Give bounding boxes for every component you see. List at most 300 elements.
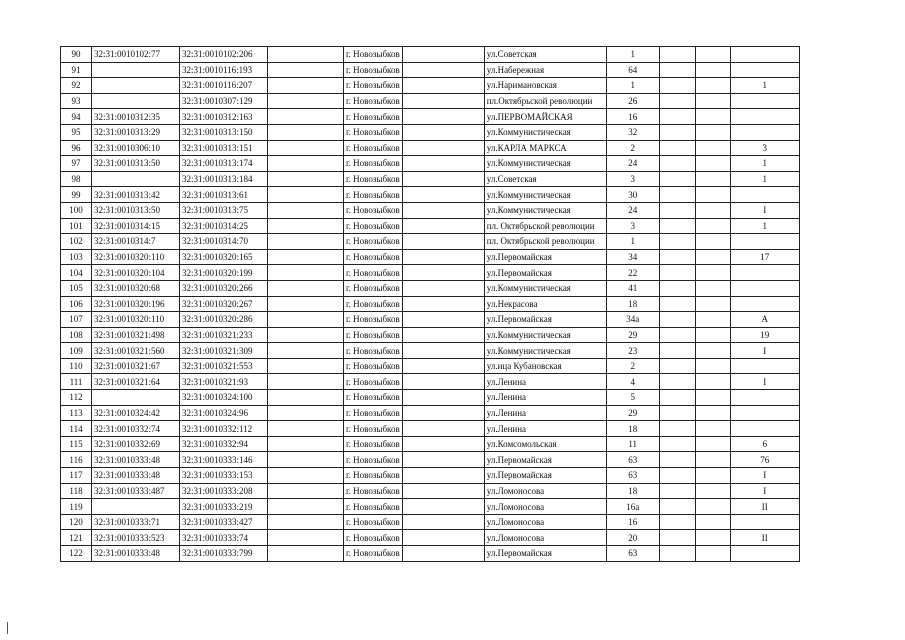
blank-cell xyxy=(268,296,344,312)
city-cell: г. Новозыбков xyxy=(344,514,403,530)
blank-cell xyxy=(268,390,344,406)
street-cell: ул.Коммунистическая xyxy=(484,187,606,203)
city-cell: г. Новозыбков xyxy=(344,62,403,78)
street-cell: ул.Некрасова xyxy=(484,296,606,312)
blank-cell xyxy=(659,156,695,172)
blank-cell xyxy=(695,234,730,250)
row-number-cell: 119 xyxy=(61,499,92,515)
blank-cell xyxy=(402,327,484,343)
blank-cell xyxy=(659,483,695,499)
apartment-cell: I xyxy=(730,374,799,390)
street-cell: ул.Ленина xyxy=(484,405,606,421)
blank-cell xyxy=(659,452,695,468)
blank-cell xyxy=(268,468,344,484)
blank-cell xyxy=(695,47,730,63)
land-cadastral-number-cell: 32:31:0010313:29 xyxy=(92,124,180,140)
blank-cell xyxy=(659,187,695,203)
table-row xyxy=(61,234,800,250)
house-number-cell: 1 xyxy=(606,234,659,250)
house-number-cell: 63 xyxy=(606,468,659,484)
blank-cell xyxy=(659,124,695,140)
blank-cell xyxy=(659,327,695,343)
table-row xyxy=(61,218,800,234)
object-cadastral-number-cell: 32:31:0010320:266 xyxy=(180,280,268,296)
table-row xyxy=(61,499,800,515)
apartment-cell: I xyxy=(730,468,799,484)
object-cadastral-number-cell: 32:31:0010333:799 xyxy=(180,546,268,562)
table-row xyxy=(61,296,800,312)
land-cadastral-number-cell xyxy=(92,78,180,94)
object-cadastral-number-cell: 32:31:0010313:75 xyxy=(180,202,268,218)
apartment-cell xyxy=(730,421,799,437)
land-cadastral-number-cell xyxy=(92,499,180,515)
property-register-table xyxy=(60,46,800,562)
blank-cell xyxy=(659,514,695,530)
apartment-cell xyxy=(730,358,799,374)
blank-cell xyxy=(659,93,695,109)
land-cadastral-number-cell: 32:31:0010320:110 xyxy=(92,249,180,265)
city-cell: г. Новозыбков xyxy=(344,156,403,172)
object-cadastral-number-cell: 32:31:0010314:70 xyxy=(180,234,268,250)
row-number-cell: 95 xyxy=(61,124,92,140)
row-number-cell: 118 xyxy=(61,483,92,499)
apartment-cell: I xyxy=(730,202,799,218)
table-row xyxy=(61,405,800,421)
land-cadastral-number-cell: 32:31:0010332:74 xyxy=(92,421,180,437)
house-number-cell: 64 xyxy=(606,62,659,78)
blank-cell xyxy=(402,93,484,109)
row-number-cell: 100 xyxy=(61,202,92,218)
blank-cell xyxy=(268,280,344,296)
house-number-cell: 18 xyxy=(606,296,659,312)
street-cell: пл. Октябрьской революции xyxy=(484,234,606,250)
blank-cell xyxy=(268,62,344,78)
blank-cell xyxy=(659,390,695,406)
apartment-cell xyxy=(730,234,799,250)
land-cadastral-number-cell xyxy=(92,390,180,406)
row-number-cell: 112 xyxy=(61,390,92,406)
apartment-cell: 1 xyxy=(730,171,799,187)
blank-cell xyxy=(268,78,344,94)
street-cell: ул.Первомайская xyxy=(484,249,606,265)
blank-cell xyxy=(659,374,695,390)
blank-cell xyxy=(659,499,695,515)
object-cadastral-number-cell: 32:31:0010321:233 xyxy=(180,327,268,343)
blank-cell xyxy=(402,405,484,421)
object-cadastral-number-cell: 32:31:0010333:208 xyxy=(180,483,268,499)
apartment-cell xyxy=(730,280,799,296)
blank-cell xyxy=(695,374,730,390)
blank-cell xyxy=(402,156,484,172)
street-cell: ул.Коммунистическая xyxy=(484,343,606,359)
apartment-cell xyxy=(730,265,799,281)
row-number-cell: 108 xyxy=(61,327,92,343)
city-cell: г. Новозыбков xyxy=(344,405,403,421)
blank-cell xyxy=(268,124,344,140)
apartment-cell xyxy=(730,109,799,125)
table-row xyxy=(61,249,800,265)
land-cadastral-number-cell: 32:31:0010320:196 xyxy=(92,296,180,312)
land-cadastral-number-cell xyxy=(92,62,180,78)
blank-cell xyxy=(402,280,484,296)
table-row xyxy=(61,312,800,328)
row-number-cell: 104 xyxy=(61,265,92,281)
blank-cell xyxy=(659,234,695,250)
blank-cell xyxy=(695,171,730,187)
land-cadastral-number-cell: 32:31:0010324:42 xyxy=(92,405,180,421)
row-number-cell: 105 xyxy=(61,280,92,296)
street-cell: ул.Первомайская xyxy=(484,265,606,281)
blank-cell xyxy=(659,468,695,484)
object-cadastral-number-cell: 32:31:0010116:193 xyxy=(180,62,268,78)
blank-cell xyxy=(695,93,730,109)
blank-cell xyxy=(402,499,484,515)
table-row xyxy=(61,109,800,125)
blank-cell xyxy=(659,265,695,281)
blank-cell xyxy=(402,62,484,78)
apartment-cell xyxy=(730,124,799,140)
blank-cell xyxy=(695,265,730,281)
blank-cell xyxy=(268,483,344,499)
apartment-cell xyxy=(730,93,799,109)
street-cell: ул.ица Кубановская xyxy=(484,358,606,374)
table-body xyxy=(61,47,800,562)
blank-cell xyxy=(268,358,344,374)
house-number-cell: 30 xyxy=(606,187,659,203)
table-row xyxy=(61,187,800,203)
blank-cell xyxy=(659,47,695,63)
blank-cell xyxy=(268,374,344,390)
street-cell: ул.Советская xyxy=(484,47,606,63)
city-cell: г. Новозыбков xyxy=(344,374,403,390)
object-cadastral-number-cell: 32:31:0010333:219 xyxy=(180,499,268,515)
house-number-cell: 34 xyxy=(606,249,659,265)
city-cell: г. Новозыбков xyxy=(344,296,403,312)
apartment-cell xyxy=(730,62,799,78)
blank-cell xyxy=(659,280,695,296)
house-number-cell: 26 xyxy=(606,93,659,109)
blank-cell xyxy=(695,202,730,218)
house-number-cell: 18 xyxy=(606,483,659,499)
blank-cell xyxy=(402,546,484,562)
blank-cell xyxy=(402,218,484,234)
land-cadastral-number-cell: 32:31:0010313:50 xyxy=(92,202,180,218)
table-row xyxy=(61,468,800,484)
land-cadastral-number-cell: 32:31:0010321:64 xyxy=(92,374,180,390)
house-number-cell: 34а xyxy=(606,312,659,328)
blank-cell xyxy=(695,109,730,125)
table-row xyxy=(61,78,800,94)
apartment-cell: 17 xyxy=(730,249,799,265)
land-cadastral-number-cell: 32:31:0010320:104 xyxy=(92,265,180,281)
object-cadastral-number-cell: 32:31:0010324:96 xyxy=(180,405,268,421)
land-cadastral-number-cell: 32:31:0010333:71 xyxy=(92,514,180,530)
table-row xyxy=(61,374,800,390)
city-cell: г. Новозыбков xyxy=(344,421,403,437)
land-cadastral-number-cell: 32:31:0010313:42 xyxy=(92,187,180,203)
blank-cell xyxy=(402,187,484,203)
row-number-cell: 90 xyxy=(61,47,92,63)
table-row xyxy=(61,390,800,406)
blank-cell xyxy=(659,62,695,78)
object-cadastral-number-cell: 32:31:0010333:74 xyxy=(180,530,268,546)
row-number-cell: 102 xyxy=(61,234,92,250)
blank-cell xyxy=(695,296,730,312)
city-cell: г. Новозыбков xyxy=(344,171,403,187)
apartment-cell: 1 xyxy=(730,218,799,234)
row-number-cell: 99 xyxy=(61,187,92,203)
blank-cell xyxy=(402,390,484,406)
object-cadastral-number-cell: 32:31:0010312:163 xyxy=(180,109,268,125)
street-cell: ул.Набережная xyxy=(484,62,606,78)
blank-cell xyxy=(695,499,730,515)
house-number-cell: 3 xyxy=(606,171,659,187)
blank-cell xyxy=(402,483,484,499)
blank-cell xyxy=(268,546,344,562)
street-cell: ул.КАРЛА МАРКСА xyxy=(484,140,606,156)
apartment-cell: 1 xyxy=(730,156,799,172)
blank-cell xyxy=(695,546,730,562)
blank-cell xyxy=(402,436,484,452)
row-number-cell: 107 xyxy=(61,312,92,328)
blank-cell xyxy=(659,249,695,265)
blank-cell xyxy=(695,78,730,94)
street-cell: ул.Коммунистическая xyxy=(484,202,606,218)
blank-cell xyxy=(268,218,344,234)
object-cadastral-number-cell: 32:31:0010333:146 xyxy=(180,452,268,468)
blank-cell xyxy=(268,499,344,515)
blank-cell xyxy=(268,343,344,359)
row-number-cell: 94 xyxy=(61,109,92,125)
row-number-cell: 96 xyxy=(61,140,92,156)
apartment-cell xyxy=(730,546,799,562)
blank-cell xyxy=(659,312,695,328)
city-cell: г. Новозыбков xyxy=(344,47,403,63)
blank-cell xyxy=(268,405,344,421)
row-number-cell: 122 xyxy=(61,546,92,562)
house-number-cell: 29 xyxy=(606,327,659,343)
city-cell: г. Новозыбков xyxy=(344,468,403,484)
apartment-cell: II xyxy=(730,530,799,546)
house-number-cell: 2 xyxy=(606,358,659,374)
table-row xyxy=(61,452,800,468)
street-cell: ул.Первомайская xyxy=(484,452,606,468)
row-number-cell: 111 xyxy=(61,374,92,390)
house-number-cell: 16 xyxy=(606,514,659,530)
street-cell: ул.Ломоносова xyxy=(484,499,606,515)
land-cadastral-number-cell: 32:31:0010306:10 xyxy=(92,140,180,156)
margin-mark xyxy=(7,622,8,634)
row-number-cell: 97 xyxy=(61,156,92,172)
land-cadastral-number-cell: 32:31:0010333:487 xyxy=(92,483,180,499)
blank-cell xyxy=(695,140,730,156)
blank-cell xyxy=(695,312,730,328)
row-number-cell: 117 xyxy=(61,468,92,484)
table-row xyxy=(61,93,800,109)
blank-cell xyxy=(268,452,344,468)
land-cadastral-number-cell: 32:31:0010333:48 xyxy=(92,546,180,562)
table-row xyxy=(61,265,800,281)
object-cadastral-number-cell: 32:31:0010332:94 xyxy=(180,436,268,452)
blank-cell xyxy=(695,124,730,140)
land-cadastral-number-cell: 32:31:0010321:560 xyxy=(92,343,180,359)
blank-cell xyxy=(402,374,484,390)
city-cell: г. Новозыбков xyxy=(344,452,403,468)
blank-cell xyxy=(268,156,344,172)
blank-cell xyxy=(268,140,344,156)
blank-cell xyxy=(695,156,730,172)
house-number-cell: 11 xyxy=(606,436,659,452)
row-number-cell: 92 xyxy=(61,78,92,94)
blank-cell xyxy=(695,405,730,421)
row-number-cell: 103 xyxy=(61,249,92,265)
blank-cell xyxy=(659,358,695,374)
apartment-cell: 76 xyxy=(730,452,799,468)
house-number-cell: 63 xyxy=(606,546,659,562)
table-row xyxy=(61,62,800,78)
row-number-cell: 110 xyxy=(61,358,92,374)
house-number-cell: 3 xyxy=(606,218,659,234)
street-cell: ул.Ленина xyxy=(484,374,606,390)
blank-cell xyxy=(695,530,730,546)
blank-cell xyxy=(695,468,730,484)
blank-cell xyxy=(659,405,695,421)
blank-cell xyxy=(695,436,730,452)
apartment-cell xyxy=(730,514,799,530)
land-cadastral-number-cell: 32:31:0010312:35 xyxy=(92,109,180,125)
house-number-cell: 32 xyxy=(606,124,659,140)
object-cadastral-number-cell: 32:31:0010320:199 xyxy=(180,265,268,281)
city-cell: г. Новозыбков xyxy=(344,483,403,499)
house-number-cell: 16а xyxy=(606,499,659,515)
apartment-cell xyxy=(730,390,799,406)
blank-cell xyxy=(268,47,344,63)
apartment-cell: 3 xyxy=(730,140,799,156)
city-cell: г. Новозыбков xyxy=(344,327,403,343)
object-cadastral-number-cell: 32:31:0010321:309 xyxy=(180,343,268,359)
row-number-cell: 106 xyxy=(61,296,92,312)
house-number-cell: 63 xyxy=(606,452,659,468)
house-number-cell: 20 xyxy=(606,530,659,546)
blank-cell xyxy=(402,296,484,312)
city-cell: г. Новозыбков xyxy=(344,546,403,562)
object-cadastral-number-cell: 32:31:0010321:553 xyxy=(180,358,268,374)
blank-cell xyxy=(659,296,695,312)
city-cell: г. Новозыбков xyxy=(344,202,403,218)
object-cadastral-number-cell: 32:31:0010332:112 xyxy=(180,421,268,437)
object-cadastral-number-cell: 32:31:0010102:206 xyxy=(180,47,268,63)
street-cell: ул.Ломоносова xyxy=(484,530,606,546)
blank-cell xyxy=(268,187,344,203)
blank-cell xyxy=(268,93,344,109)
row-number-cell: 91 xyxy=(61,62,92,78)
row-number-cell: 116 xyxy=(61,452,92,468)
blank-cell xyxy=(402,358,484,374)
blank-cell xyxy=(402,171,484,187)
house-number-cell: 24 xyxy=(606,202,659,218)
blank-cell xyxy=(402,421,484,437)
blank-cell xyxy=(695,327,730,343)
street-cell: ул.Ленина xyxy=(484,390,606,406)
object-cadastral-number-cell: 32:31:0010313:174 xyxy=(180,156,268,172)
object-cadastral-number-cell: 32:31:0010313:184 xyxy=(180,171,268,187)
object-cadastral-number-cell: 32:31:0010314:25 xyxy=(180,218,268,234)
blank-cell xyxy=(659,546,695,562)
street-cell: ул.Советская xyxy=(484,171,606,187)
blank-cell xyxy=(402,124,484,140)
street-cell: ул.Ломоносова xyxy=(484,514,606,530)
street-cell: ул.Ломоносова xyxy=(484,483,606,499)
house-number-cell: 23 xyxy=(606,343,659,359)
city-cell: г. Новозыбков xyxy=(344,218,403,234)
street-cell: ул.Первомайская xyxy=(484,312,606,328)
street-cell: ул.Первомайская xyxy=(484,468,606,484)
blank-cell xyxy=(402,265,484,281)
object-cadastral-number-cell: 32:31:0010320:267 xyxy=(180,296,268,312)
blank-cell xyxy=(695,514,730,530)
city-cell: г. Новозыбков xyxy=(344,499,403,515)
land-cadastral-number-cell: 32:31:0010320:110 xyxy=(92,312,180,328)
blank-cell xyxy=(659,421,695,437)
house-number-cell: 1 xyxy=(606,78,659,94)
street-cell: ул.Ленина xyxy=(484,421,606,437)
blank-cell xyxy=(268,249,344,265)
land-cadastral-number-cell: 32:31:0010320:68 xyxy=(92,280,180,296)
table-row xyxy=(61,202,800,218)
street-cell: ул.ПЕРВОМАЙСКАЯ xyxy=(484,109,606,125)
city-cell: г. Новозыбков xyxy=(344,109,403,125)
house-number-cell: 1 xyxy=(606,47,659,63)
land-cadastral-number-cell: 32:31:0010333:48 xyxy=(92,468,180,484)
blank-cell xyxy=(659,218,695,234)
city-cell: г. Новозыбков xyxy=(344,234,403,250)
land-cadastral-number-cell: 32:31:0010321:498 xyxy=(92,327,180,343)
house-number-cell: 4 xyxy=(606,374,659,390)
apartment-cell xyxy=(730,47,799,63)
row-number-cell: 115 xyxy=(61,436,92,452)
apartment-cell: II xyxy=(730,499,799,515)
land-cadastral-number-cell: 32:31:0010332:69 xyxy=(92,436,180,452)
street-cell: ул.Коммунистическая xyxy=(484,156,606,172)
table-row xyxy=(61,514,800,530)
city-cell: г. Новозыбков xyxy=(344,312,403,328)
blank-cell xyxy=(695,249,730,265)
city-cell: г. Новозыбков xyxy=(344,78,403,94)
land-cadastral-number-cell: 32:31:0010314:7 xyxy=(92,234,180,250)
blank-cell xyxy=(402,249,484,265)
apartment-cell: 1 xyxy=(730,78,799,94)
apartment-cell xyxy=(730,405,799,421)
city-cell: г. Новозыбков xyxy=(344,436,403,452)
blank-cell xyxy=(402,468,484,484)
blank-cell xyxy=(695,358,730,374)
blank-cell xyxy=(268,327,344,343)
object-cadastral-number-cell: 32:31:0010313:151 xyxy=(180,140,268,156)
city-cell: г. Новозыбков xyxy=(344,358,403,374)
blank-cell xyxy=(659,343,695,359)
house-number-cell: 18 xyxy=(606,421,659,437)
row-number-cell: 113 xyxy=(61,405,92,421)
blank-cell xyxy=(695,421,730,437)
city-cell: г. Новозыбков xyxy=(344,343,403,359)
blank-cell xyxy=(268,202,344,218)
street-cell: ул.Коммунистическая xyxy=(484,124,606,140)
row-number-cell: 109 xyxy=(61,343,92,359)
blank-cell xyxy=(659,202,695,218)
apartment-cell: 6 xyxy=(730,436,799,452)
apartment-cell: А xyxy=(730,312,799,328)
city-cell: г. Новозыбков xyxy=(344,187,403,203)
